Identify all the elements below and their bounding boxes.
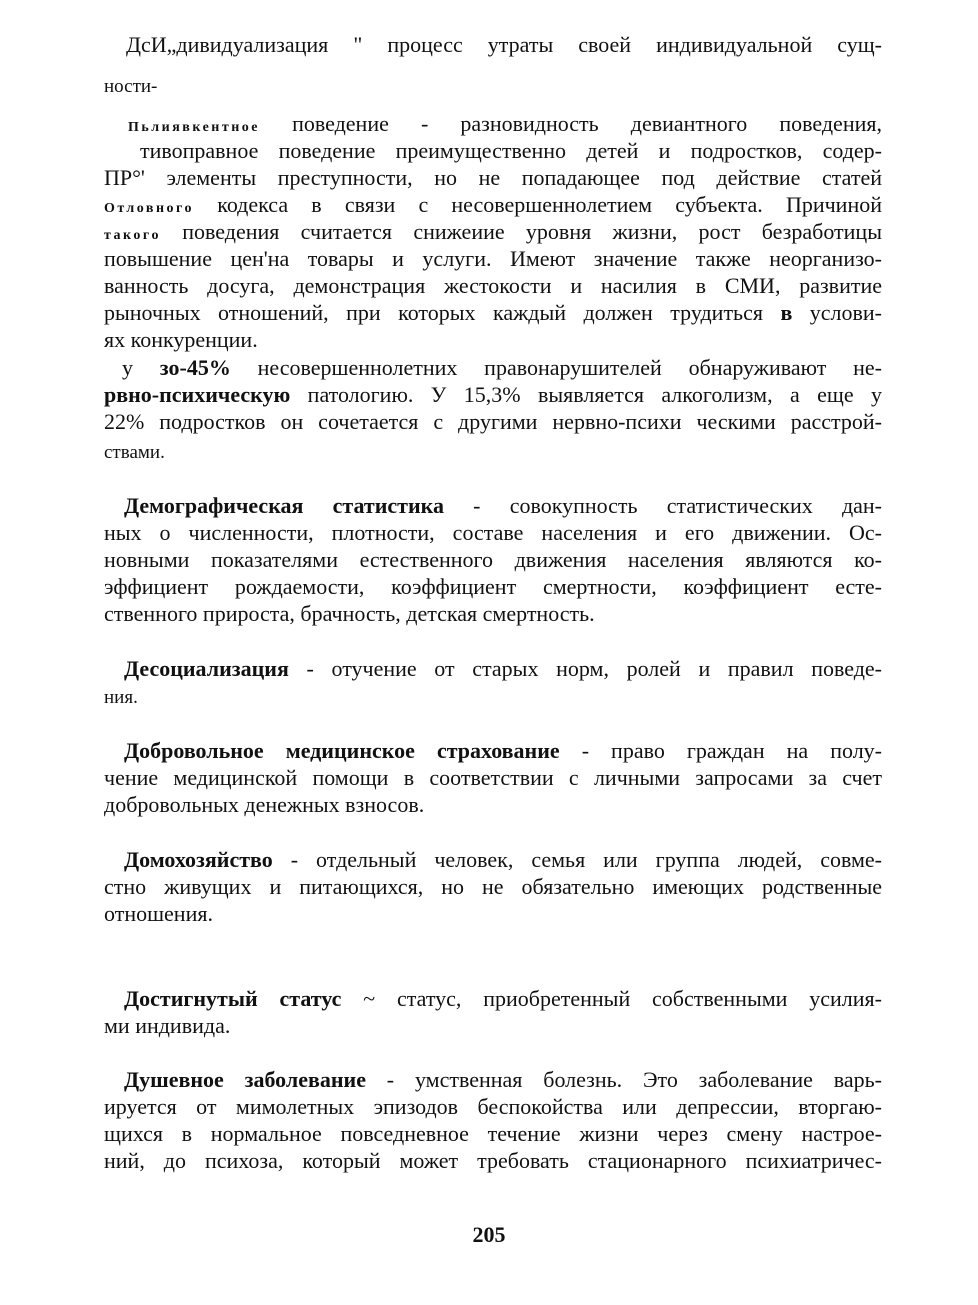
body-text: ствами. [104,442,165,463]
page-number: 205 [472,1222,506,1247]
text-line [104,791,882,818]
text-line [104,684,882,711]
text-line [104,164,882,191]
term-text: Десоциализация [124,656,289,681]
body-text: услови- [792,300,883,325]
body-text: ности- [104,76,158,97]
term-text: Добровольное медицинское страхование [124,738,560,763]
text-line [104,546,882,573]
body-text: несовершеннолетних правонарушителей обнаруживают не- [230,355,883,380]
term-text: Демографическая статистика [124,493,444,518]
body-text: патологию. У 15,3% выявляется алкоголизм, а еще у [290,382,882,407]
text-line [124,655,882,682]
text-line [104,439,882,466]
body-text: - право граждан на полу- [559,738,882,763]
body-text: кодекса в связи с несовершеннолетием субъекта. Причиной [194,192,882,217]
text-line [104,900,882,927]
term-text: такого [104,228,161,243]
text-line [104,326,882,353]
body-text: ПР°' элементы преступности, но не попадающее под действие статей [104,165,882,190]
body-text: ДсИ„дивидуализация " процесс утраты своей индивидуальной сущ- [126,32,882,57]
body-text: ных о численности, плотности, составе населения и его движении. Ос- [104,520,882,545]
term-text: Домохозяйство [124,847,273,872]
term-text: зо-45% [159,355,231,380]
text-line [124,985,882,1012]
text-line [104,245,882,272]
body-text: - отдельный человек, семья или группа людей, совме- [272,847,882,872]
text-line [104,1120,882,1147]
text-line [124,1066,882,1093]
text-line [124,492,882,519]
text-line [122,354,882,381]
text-line [104,764,882,791]
text-line [104,1147,882,1174]
term-text: Душевное заболевание [124,1067,366,1092]
body-text: ми индивида. [104,1013,231,1038]
text-line [126,31,882,58]
term-text: в [780,300,793,325]
body-text: эффициент рождаемости, коэффициент смертности, коэффициент есте- [104,574,882,599]
body-text: ванность досуга, демонстрация жестокости и насилия в СМИ, развитие [104,273,882,298]
body-text: ~ статус, приобретенный собственными усилия- [341,986,882,1011]
text-line [104,519,882,546]
body-text: - умственная болезнь. Это заболевание варь- [365,1067,882,1092]
text-line [124,737,882,764]
body-text: ях конкуренции. [104,327,258,352]
text-line [104,381,882,408]
term-text: рвно-психическую [104,382,291,407]
text-line [104,1012,882,1039]
body-text: поведение - разновидность девиантного поведения, [260,111,882,136]
body-text: - отучение от старых норм, ролей и правил поведе- [288,656,882,681]
term-text: Пьлиявкентное [128,120,261,135]
text-line [104,600,882,627]
body-text: новными показателями естественного движения населения являются ко- [104,547,882,572]
body-text: тивоправное поведение преимущественно детей и подростков, содер- [140,138,882,163]
text-line [104,408,882,435]
body-text: чение медицинской помощи в соответствии с личными запросами за счет [104,765,882,790]
text-line [124,846,882,873]
text-line [104,573,882,600]
body-text: повышение цен'на товары и услуги. Имеют значение также неорганизо- [104,246,882,271]
body-text: рыночных отношений, при которых каждый должен трудиться [104,300,781,325]
body-text: ния. [104,687,138,708]
text-line [104,272,882,299]
body-text: 22% подростков он сочетается с другими нервно-психи ческими расстрой- [104,409,882,434]
text-line [104,73,882,100]
text-line [104,1093,882,1120]
body-text: поведения считается снижеиие уровня жизни, рост безработицы [160,219,882,244]
body-text: отношения. [104,901,213,926]
body-text: добровольных денежных взносов. [104,792,425,817]
term-text: Отловного [104,201,195,216]
body-text: стно живущих и питающихся, но не обязательно имеющих родственные [104,874,882,899]
text-line [104,873,882,900]
term-text: Достигнутый статус [124,986,342,1011]
text-line [104,299,882,326]
text-line [140,137,882,164]
body-text: ируется от мимолетных эпизодов беспокойства или депрессии, вторгаю- [104,1094,882,1119]
body-text: у [122,355,160,380]
body-text: щихся в нормальное повседневное течение жизни через смену настрое- [104,1121,882,1146]
body-text: - совокупность статистических дан- [443,493,883,518]
body-text: ственного прироста, брачность, детская смертность. [104,601,595,626]
body-text: ний, до психоза, который может требовать стационарного психиатричес- [104,1148,882,1173]
